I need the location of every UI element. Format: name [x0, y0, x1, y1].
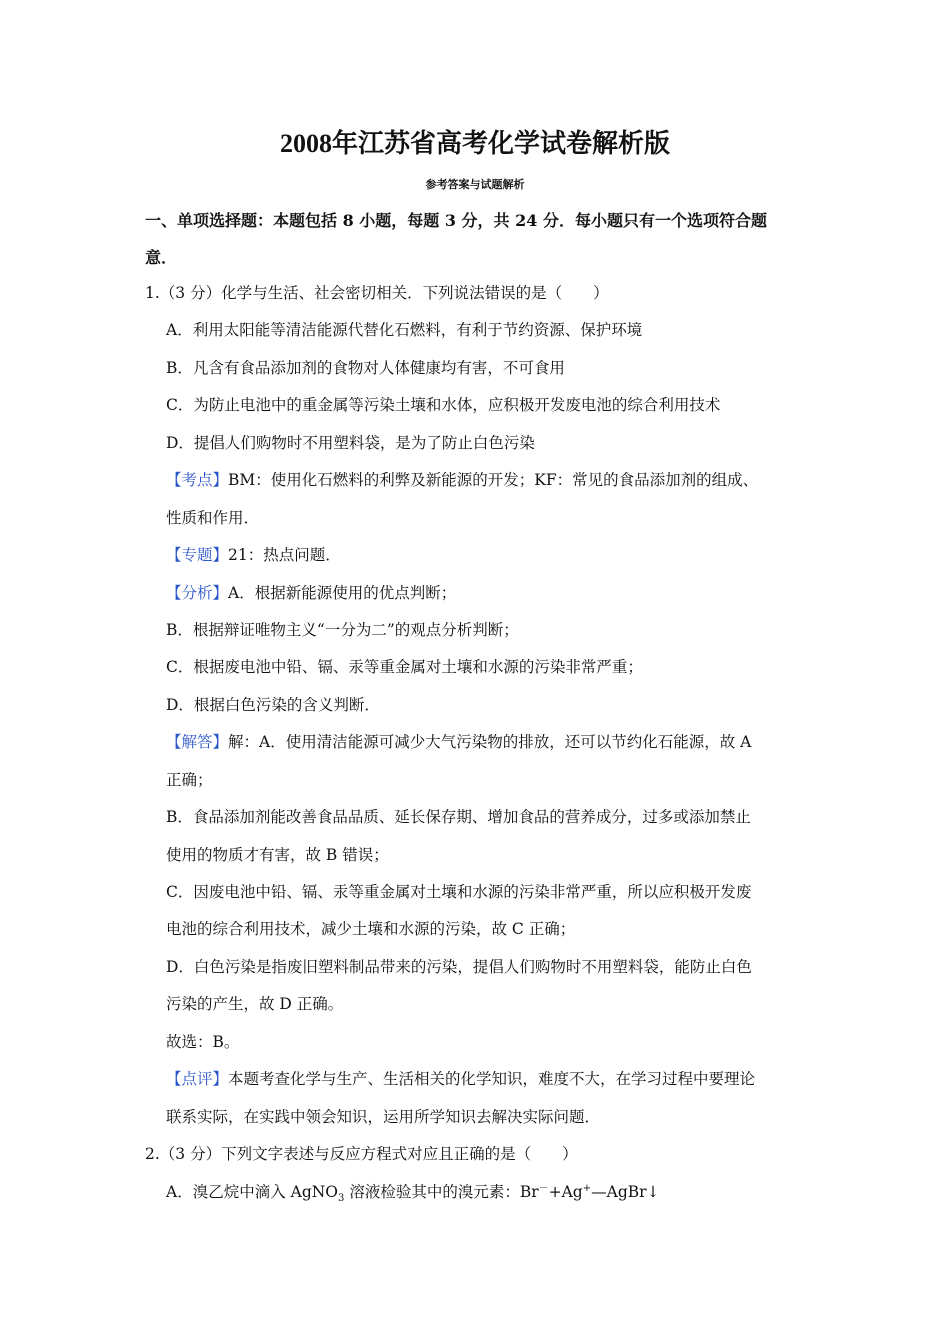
line-text: D．提倡人们购物时不用塑料袋，是为了防止白色污染 — [166, 433, 535, 452]
text-line — [0, 462, 950, 499]
section-heading-cont: 意． — [145, 248, 178, 267]
line-text: BM：使用化石燃料的利弊及新能源的开发；KF：常见的食品添加剂的组成、 — [228, 471, 759, 490]
equation-part: +Ag — [548, 1182, 583, 1201]
section-tag: 【考点】 — [166, 471, 229, 490]
text-line — [0, 387, 950, 424]
line-text: C．因废电池中铅、镉、汞等重金属对土壤和水源的污染非常严重，所以应积极开发废 — [166, 883, 752, 901]
document-subtitle: 参考答案与试题解析 — [425, 178, 525, 191]
text-line — [0, 837, 950, 874]
text-line — [0, 575, 950, 612]
line-text: 解：A．使用清洁能源可减少大气污染物的排放，还可以节约化石能源，故 A — [228, 733, 752, 752]
line-text: C．根据废电池中铅、镉、汞等重金属对土壤和水源的污染非常严重； — [166, 658, 643, 677]
line-text: 1.（3 分）化学与生活、社会密切相关．下列说法错误的是（ ） — [145, 284, 609, 302]
text-line — [0, 649, 950, 686]
line-text: 2.（3 分）下列文字表述与反应方程式对应且正确的是（ ） — [145, 1145, 578, 1164]
line-text: 性质和作用． — [166, 508, 260, 527]
line-text: 21：热点问题． — [228, 546, 341, 565]
text-line — [0, 612, 950, 649]
line-text: D．根据白色污染的含义判断． — [166, 695, 380, 714]
line-text: A．利用太阳能等清洁能源代替化石燃料，有利于节约资源、保护环境 — [166, 321, 643, 340]
line-text: 正确； — [166, 770, 213, 789]
section-tag: 【专题】 — [166, 546, 229, 565]
line-text: 污染的产生，故 D 正确。 — [166, 995, 344, 1014]
text-line — [0, 312, 950, 349]
section-tag: 【解答】 — [166, 733, 229, 752]
line-text: B．根据辩证唯物主义“一分为二”的观点分析判断； — [166, 620, 519, 639]
text-line — [0, 425, 950, 462]
text-line — [0, 350, 950, 387]
line-text: B．凡含有食品添加剂的食物对人体健康均有害，不可食用 — [166, 358, 565, 377]
equation-part: 溶液检验其中的溴元素：Br — [344, 1182, 539, 1201]
text-line — [0, 911, 950, 948]
option-a-line — [0, 1174, 950, 1211]
text-line — [0, 799, 950, 836]
section-heading: 一、单项选择题：本题包括 8 小题，每题 3 分，共 24 分．每小题只有一个选项符合题 — [145, 211, 767, 230]
text-line — [0, 762, 950, 799]
line-text: 电池的综合利用技术，减少土壤和水源的污染，故 C 正确； — [166, 920, 576, 939]
line-text: 故选：B。 — [166, 1032, 240, 1051]
text-line — [0, 949, 950, 986]
text-line — [0, 537, 950, 574]
equation-part: + — [582, 1182, 592, 1194]
text-line — [0, 500, 950, 537]
section-tag: 【分析】 — [166, 583, 229, 602]
text-line — [0, 1024, 950, 1061]
text-line — [0, 874, 950, 911]
line-text: C．为防止电池中的重金属等污染土壤和水体，应积极开发废电池的综合利用技术 — [166, 396, 721, 415]
line-text: 本题考查化学与生产、生活相关的化学知识，难度不大，在学习过程中要理论 — [228, 1070, 756, 1089]
text-line — [0, 724, 950, 761]
equation-part: － — [538, 1182, 549, 1194]
text-line — [0, 1061, 950, 1098]
document-title: 2008年江苏省高考化学试卷解析版 — [279, 129, 670, 158]
section-tag: 【点评】 — [166, 1070, 229, 1089]
text-line — [0, 687, 950, 724]
line-text: 联系实际，在实践中领会知识，运用所学知识去解决实际问题． — [166, 1107, 601, 1126]
line-text: A．根据新能源使用的优点判断； — [228, 583, 457, 602]
equation-part: —AgBr↓ — [591, 1182, 660, 1201]
equation-part: A．溴乙烷中滴入 AgNO — [166, 1182, 339, 1201]
document-body — [0, 275, 950, 1211]
text-line — [0, 1099, 950, 1136]
line-text: B．食品添加剂能改善食品品质、延长保存期、增加食品的营养成分，过多或添加禁止 — [166, 808, 751, 827]
line-text: 使用的物质才有害，故 B 错误； — [166, 845, 389, 864]
text-line — [0, 986, 950, 1023]
equation-part: 3 — [338, 1192, 345, 1204]
text-line — [0, 275, 950, 312]
line-text: D．白色污染是指废旧塑料制品带来的污染，提倡人们购物时不用塑料袋，能防止白色 — [166, 957, 752, 976]
text-line — [0, 1136, 950, 1173]
